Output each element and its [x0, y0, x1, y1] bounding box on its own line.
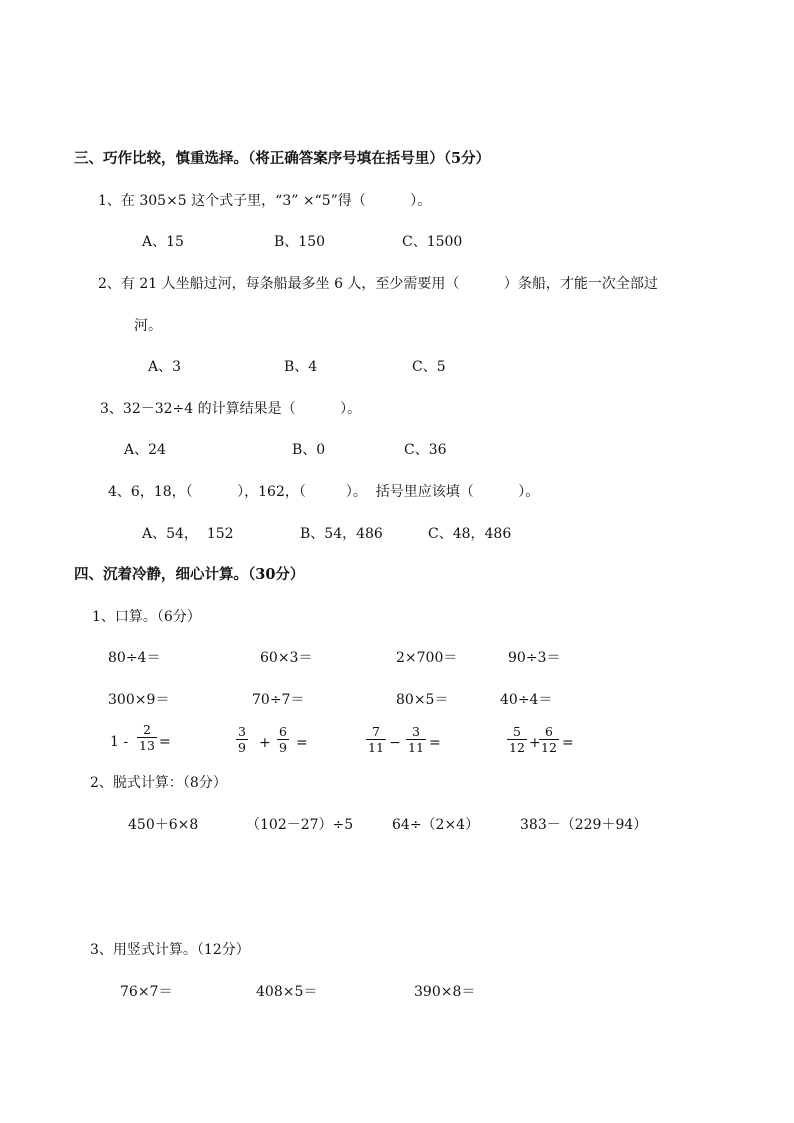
oral-item-5: 300×9＝	[108, 692, 170, 708]
q1-option-b: B、150	[274, 234, 326, 250]
fraction: $\frac{6}{12}$	[541, 724, 557, 755]
vertical-item-1: 76×7＝	[120, 984, 173, 1000]
q2-option-c: C、5	[412, 359, 446, 375]
stepwise-item-1: 450＋6×8	[128, 817, 199, 833]
question-4: 4、6，18，（ ），162，（ ）。 括号里应该填（ ）。	[108, 484, 540, 500]
q3-option-a: A、24	[124, 442, 166, 458]
vertical-item-2: 408×5＝	[256, 984, 318, 1000]
q3-option-c: C、36	[404, 442, 447, 458]
oral-item-2: 60×3＝	[260, 650, 313, 666]
q1-option-a: A、15	[142, 234, 184, 250]
q2-option-b: B、4	[284, 359, 318, 375]
question-3: 3、32－32÷4 的计算结果是（ ）。	[100, 401, 362, 417]
fraction: $\frac{5}{12}$	[509, 724, 525, 755]
fraction: $\frac{6}{9}$	[279, 724, 287, 755]
fraction: $\frac{3}{11}$	[408, 724, 424, 755]
minus-sign: −	[389, 735, 401, 751]
fraction: $\frac{7}{11}$	[368, 724, 384, 755]
oral-item-3: 2×700＝	[396, 650, 458, 666]
part2-title: 2、脱式计算：（8分）	[90, 775, 227, 791]
q2-option-a: A、3	[148, 359, 182, 375]
plus-sign: +	[529, 735, 541, 751]
fraction-lead: 1 -	[110, 734, 129, 750]
question-2: 2、有 21 人坐船过河，每条船最多坐 6 人，至少需要用（ ）条船，才能一次全部过	[98, 276, 658, 292]
equals-sign: =	[159, 734, 171, 750]
stepwise-item-3: 64÷（2×4）	[392, 817, 480, 833]
equals-sign: =	[429, 735, 441, 751]
q1-option-c: C、1500	[402, 234, 463, 250]
q4-option-b: B、54，486	[300, 526, 383, 542]
question-2-continued: 河。	[134, 318, 162, 334]
oral-item-1: 80÷4＝	[108, 650, 161, 666]
equals-sign: =	[562, 735, 574, 751]
q3-option-b: B、0	[292, 442, 326, 458]
part1-title: 1、口算。（6分）	[92, 609, 201, 625]
fraction: $\frac{2}{13}$	[139, 722, 155, 753]
oral-item-4: 90÷3＝	[508, 650, 561, 666]
vertical-item-3: 390×8＝	[414, 984, 476, 1000]
oral-item-7: 80×5＝	[396, 692, 449, 708]
q4-option-c: C、48，486	[428, 526, 512, 542]
part3-title: 3、用竖式计算。（12分）	[90, 942, 250, 958]
question-1: 1、在 305×5 这个式子里，“3” ×“5”得（ ）。	[98, 193, 432, 209]
oral-item-8: 40÷4＝	[500, 692, 553, 708]
oral-item-6: 70÷7＝	[252, 692, 305, 708]
plus-sign: +	[259, 735, 271, 751]
section4-heading: 四、沉着冷静，细心计算。（30分）	[74, 566, 305, 583]
stepwise-item-4: 383－（229＋94）	[520, 817, 648, 833]
stepwise-item-2: （102－27）÷5	[246, 817, 354, 833]
section3-heading: 三、巧作比较，慎重选择。（将正确答案序号填在括号里）（5分）	[74, 150, 491, 167]
equals-sign: =	[296, 735, 308, 751]
fraction: $\frac{3}{9}$	[238, 724, 246, 755]
q4-option-a: A、54， 152	[142, 526, 234, 542]
